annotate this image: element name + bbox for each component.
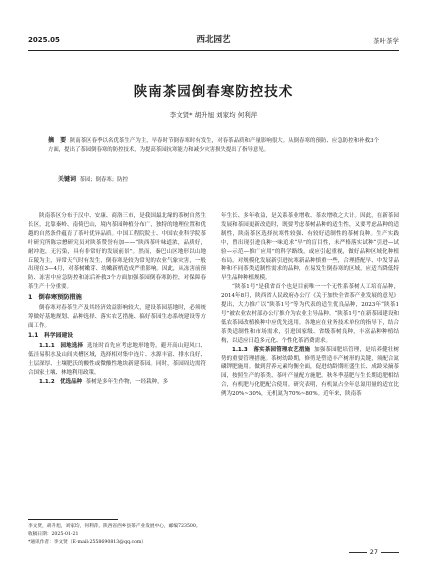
article-title: 陕南茶园倒春寒防控技术 bbox=[133, 84, 294, 100]
item-heading: 1.1.2 优选品种 bbox=[39, 378, 83, 385]
corresponding-author: *通讯作者：李文贤（E-mail:2558690813@qq.com） bbox=[28, 540, 147, 545]
body-text: 加强茶园肥培管理，是培养健壮树势的重要管理措施。茶树幼龄期，修剪是塑造丰产树形的关键，须配合氮磷钾肥施用。做到营养元素均衡全面，促进幼龄期旺盛生长、成龄采摘茶园，按照生产的茶类、茶叶产量配方施肥，秋冬季基肥与生长期追肥相结合，有机肥与化肥配合使用。研究表明，有机氮占全年总氮用量的适宜比例为20%~30%，无机氮为70%~80%。近年来，陕南茶 bbox=[221, 346, 399, 398]
item-heading: 1.1.3 落实茶园管理农艺措施 bbox=[232, 346, 311, 353]
body-text: 茶树是多年生作物，一经栽种，多 bbox=[85, 378, 169, 385]
received-date: 收稿日期：2025-01-21 bbox=[28, 532, 79, 537]
abstract-label: 摘 要 bbox=[48, 137, 67, 144]
footnote bbox=[28, 523, 206, 547]
section-label: 茶叶茶学 bbox=[373, 37, 399, 45]
body-paragraph: “陕茶1号”是我省首个也是目前唯一一个无性系茶树人工培育品种，2014年8月，陕西省人民政府办公厅《关于加快全省茶产业发展的意见》提出，大力推广以“陕茶1号”等为代表的适生优良品种，2023年“陕茶1号”被农业农村部办公厅推介为农业主导品种。“陕茶1号”在新茶园建设和低农茶园改植换种中应优先选用。各地应在业务技术单位的指导下，结合茶类适制性和市场需求，引进国家级、省级茶树良种，丰富品种种植结构，以适应日趋多元化、个性化茶消费需求。 bbox=[221, 284, 399, 344]
running-header bbox=[28, 36, 399, 51]
author-list: 李文贤* 胡升旭 刘家均 何利萍 bbox=[169, 111, 258, 119]
footnote-divider bbox=[28, 519, 118, 520]
keywords-text: 茶园；倒春寒；防控 bbox=[79, 177, 128, 183]
keywords bbox=[58, 174, 379, 183]
issue-label: 2025.05 bbox=[28, 36, 60, 44]
section-heading: 1 倒春寒预防措施 bbox=[28, 294, 82, 302]
abstract-text: 陕南茶区春季以名优茶生产为主，早春时节倒春寒时有发生，对春茶品质和产量影响很大。从倒春寒的预防、应急防控和补救3个方面，提出了茶园倒春寒的防控技术，为提高茶园抗寒能力和减少灾害损失提出了指导意见。 bbox=[48, 138, 379, 154]
body-paragraph bbox=[28, 378, 206, 387]
subsection-heading: 1.1 科学园建设 bbox=[28, 332, 74, 339]
item-heading: 1.1.1 园地选择 bbox=[39, 342, 84, 349]
right-column bbox=[221, 212, 399, 399]
left-column bbox=[28, 212, 206, 386]
body-text: 选址时首先应考虑地形地势，避开高山迎风口、低洼易积水及山间夹槽区域，选择相对集中连片、水源丰富、排水良好、土层深厚、土壤肥沃的酸性或微酸性地块新建茶园。同时，茶园周边需符合国家土壤、林地利用政策。 bbox=[28, 342, 206, 376]
page-number: 27 bbox=[349, 548, 399, 556]
body-paragraph bbox=[221, 346, 399, 399]
abstract bbox=[48, 136, 379, 156]
body-paragraph bbox=[28, 342, 206, 378]
body-paragraph: 倒春寒对春茶生产及其经济效益影响较大，建设茶园基地时，必须统筹做好基地规划、品种选择、落实农艺措施、搞好茶园生态系统建设等方面工作。 bbox=[28, 305, 206, 329]
author-bio: 李文贤，胡升旭，刘家均，何利萍，陕西省西乡县茶产业发展中心，邮编723500。 bbox=[28, 524, 201, 529]
body-paragraph: 年生长、多年收益，是关系茶业增收、茶农增收之大计。因此，在新茶园发展和茶园更新改造时，既要考虑茶树品种的适生性，又要考虑品种的适制性，陕南茶区选择抗寒性较强、有较好适制性的茶树良种。生产实践中，曾出现引进良种一味追求“早”的盲目性，未严格落实试种“引进—试验—示范—推广应用”的科学路线，或应引起重视，做好品种区域化种植布局，对规模化发展新引进抗寒新品种慎重一些，合理搭配早、中发芽品种和不同茶类适制性需求的品种，在易发生倒春寒的区域，应适当降低特早生品种种植规模。 bbox=[221, 213, 399, 282]
intro-paragraph: 陕南茶区分布于汉中、安康、商洛三市，是我国最北缘的茶树自然生长区，北靠秦岭、南倚巴山，境内茶园种植分布广，独特的地理位置和优越的自然条件蕴育了茶叶优异品质。中国工程院院士、中国农业科学院茶叶研究所陈宗懋研究员对陕茶赞誉有加——“陕西茶叶味道浓，品质好，耐冲泡，无污染，具有非常好的发展前景”。然而，秦巴山区地形以山地丘陵为主，异常天气时有发生，倒春寒是较为常见的农业气象灾害，一般出现在3—4月，对茶树嫩芽、幼嫩新梢造成严重影响。因此，从冻害前预防、冻害中应急防控和冻后补救3个方面加强茶园倒春寒防控，对保障春茶生产十分重要。 bbox=[28, 213, 206, 291]
journal-logo: 西北园艺 bbox=[196, 35, 231, 45]
keywords-label: 关键词 bbox=[58, 176, 77, 183]
